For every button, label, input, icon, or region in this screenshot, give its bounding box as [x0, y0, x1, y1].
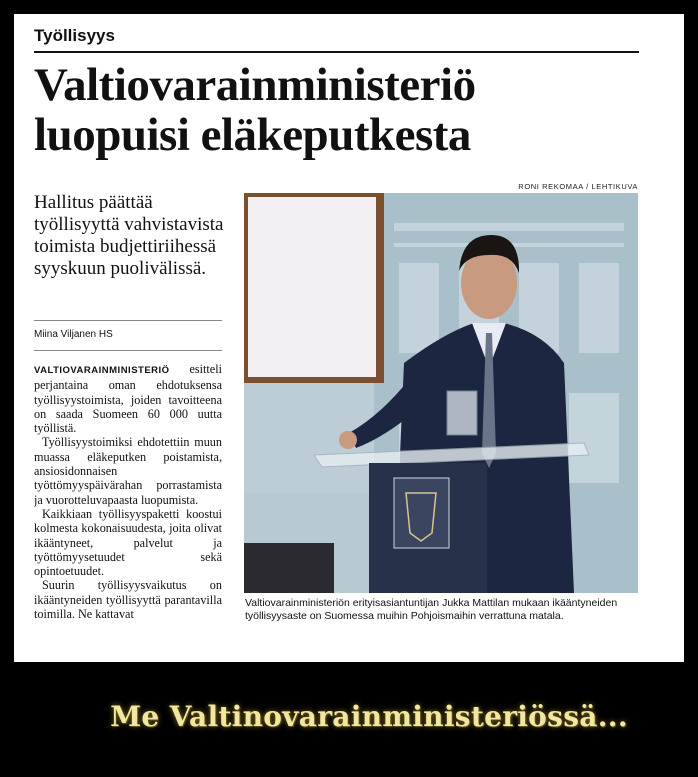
section-label: Työllisyys	[34, 26, 115, 45]
section-divider	[34, 51, 639, 53]
lede: Hallitus päättää työllisyyttä vahvistavista toimista budjettiriihessä syyskuun puolivälissä.	[34, 192, 224, 279]
headline	[34, 60, 654, 160]
photo-illustration	[244, 193, 638, 593]
byline-bottom-rule	[34, 350, 222, 351]
photo-credit: RONI REKOMAA / LEHTIKUVA	[518, 182, 638, 191]
headline-line-2: luopuisi eläkeputkesta	[34, 109, 471, 161]
headline-line-1: Valtiovarainministeriö	[34, 59, 476, 111]
newspaper-clipping	[14, 14, 684, 662]
paragraph: VALTIOVARAINMINISTERIÖ esitteli perjantaina oman ehdotuksensa työllisyystoimista, joiden tavoitteena on saada Suomeen 60 000 uutta työllistä.	[34, 362, 222, 436]
byline-top-rule	[34, 320, 222, 321]
article-photo	[244, 193, 638, 593]
article-body	[34, 362, 222, 652]
lead-in: VALTIOVARAINMINISTERIÖ	[34, 365, 170, 376]
paragraph: Suurin työllisyysvaikutus on ikääntyneiden työllisyyttä parantavilla toimilla. Ne kattavat	[34, 578, 222, 622]
byline: Miina Viljanen HS	[34, 329, 113, 340]
photo-caption: Valtiovarainministeriön erityisasiantuntijan Jukka Mattilan mukaan ikääntyneiden työllisyysaste on Suomessa muihin Pohjoismaihin verrattuna matala.	[245, 597, 618, 622]
meme-caption: Me Valtinovarainministeriössä...	[110, 700, 628, 733]
paragraph: Työllisyystoimiksi ehdotettiin muun muassa eläkeputken poistamista, ansiosidonnaisen työttömyyspäivärahan porrastamista ja vuorotteluvapaasta luopumista.	[34, 435, 222, 507]
paragraph: Kaikkiaan työllisyyspaketti koostui kolmesta kokonaisuudesta, joita olivat ikääntyneet, palvelut ja työttömyysetuudet sekä opintoetuudet.	[34, 506, 222, 579]
